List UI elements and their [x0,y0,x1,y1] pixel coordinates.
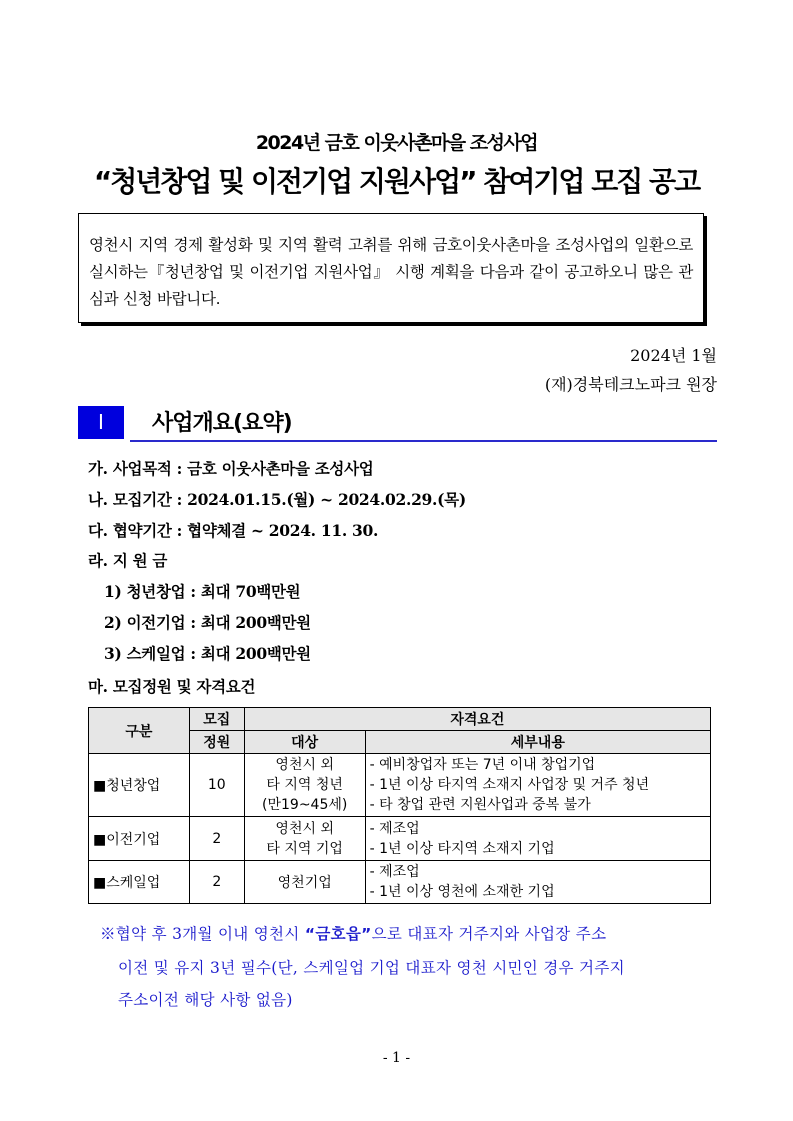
page-title: “청년창업 및 이전기업 지원사업” 참여기업 모집 공고 [93,165,700,198]
header-requirements: 자격요건 [244,708,710,731]
section-underline [130,440,717,442]
section-title: 사업개요(요약) [152,411,292,436]
note-line-1: ※협약 후 3개월 이내 영천시 “금호읍”으로 대표자 거주지와 사업장 주소 [100,925,607,943]
header-type: 구분 [89,708,190,754]
item-purpose: 가. 사업목적 : 금호 이웃사촌마을 조성사업 [88,459,374,478]
intro-box: 영천시 지역 경제 활성화 및 지역 활력 고취를 위해 금호이웃사촌마을 조성사업의 일환으로 실시하는『청년창업 및 이전기업 지원사업』 시행 계획을 다음과 같이 공고하오니 많은 관심과 신청 바랍니다. [78,213,704,323]
table-row [89,754,711,817]
item-period: 나. 모집기간 : 2024.01.15.(월) ~ 2024.02.29.(목) [88,490,466,509]
row-type: ■이전기업 [89,817,190,861]
header-quota-1: 모집 [189,708,244,731]
row-quota: 2 [189,861,244,904]
section-number: Ⅰ [78,406,124,439]
row-detail: - 제조업 - 1년 이상 타지역 소재지 기업 [365,817,710,861]
row-detail: - 예비창업자 또는 7년 이내 창업기업 - 1년 이상 타지역 소재지 사업장 및 거주 청년 - 타 창업 관련 지원사업과 중복 불가 [365,754,710,817]
row-type: ■스케일업 [89,861,190,904]
subtitle: 2024년 금호 이웃사촌마을 조성사업 [255,132,538,154]
note-line-3: 주소이전 해당 사항 없음) [118,991,293,1009]
item-fund: 라. 지 원 금 [88,551,168,570]
header-detail: 세부내용 [365,731,710,754]
item-fund-2: 2) 이전기업 : 최대 200백만원 [104,613,311,632]
row-type: ■청년창업 [89,754,190,817]
note-line-2: 이전 및 유지 3년 필수(단, 스케일업 기업 대표자 영천 시민인 경우 거주지 [118,959,625,977]
table-row [89,817,711,861]
row-quota: 10 [189,754,244,817]
item-fund-3: 3) 스케일업 : 최대 200백만원 [104,644,311,663]
table-row [89,861,711,904]
issuer: (재)경북테크노파크 원장 [544,375,717,394]
row-target: 영천시 외 타 지역 기업 [244,817,365,861]
announcement-date: 2024년 1월 [630,346,717,365]
header-target: 대상 [244,731,365,754]
requirements-table [88,707,711,904]
header-quota-2: 정원 [189,731,244,754]
item-fund-1: 1) 청년창업 : 최대 70백만원 [104,582,301,601]
page-number: - 1 - [382,1050,411,1066]
item-contract: 다. 협약기간 : 협약체결 ~ 2024. 11. 30. [88,521,379,540]
row-quota: 2 [189,817,244,861]
row-target: 영천기업 [244,861,365,904]
row-target: 영천시 외 타 지역 청년 (만19~45세) [244,754,365,817]
row-detail: - 제조업 - 1년 이상 영천에 소재한 기업 [365,861,710,904]
item-quota: 마. 모집정원 및 자격요건 [88,677,256,696]
